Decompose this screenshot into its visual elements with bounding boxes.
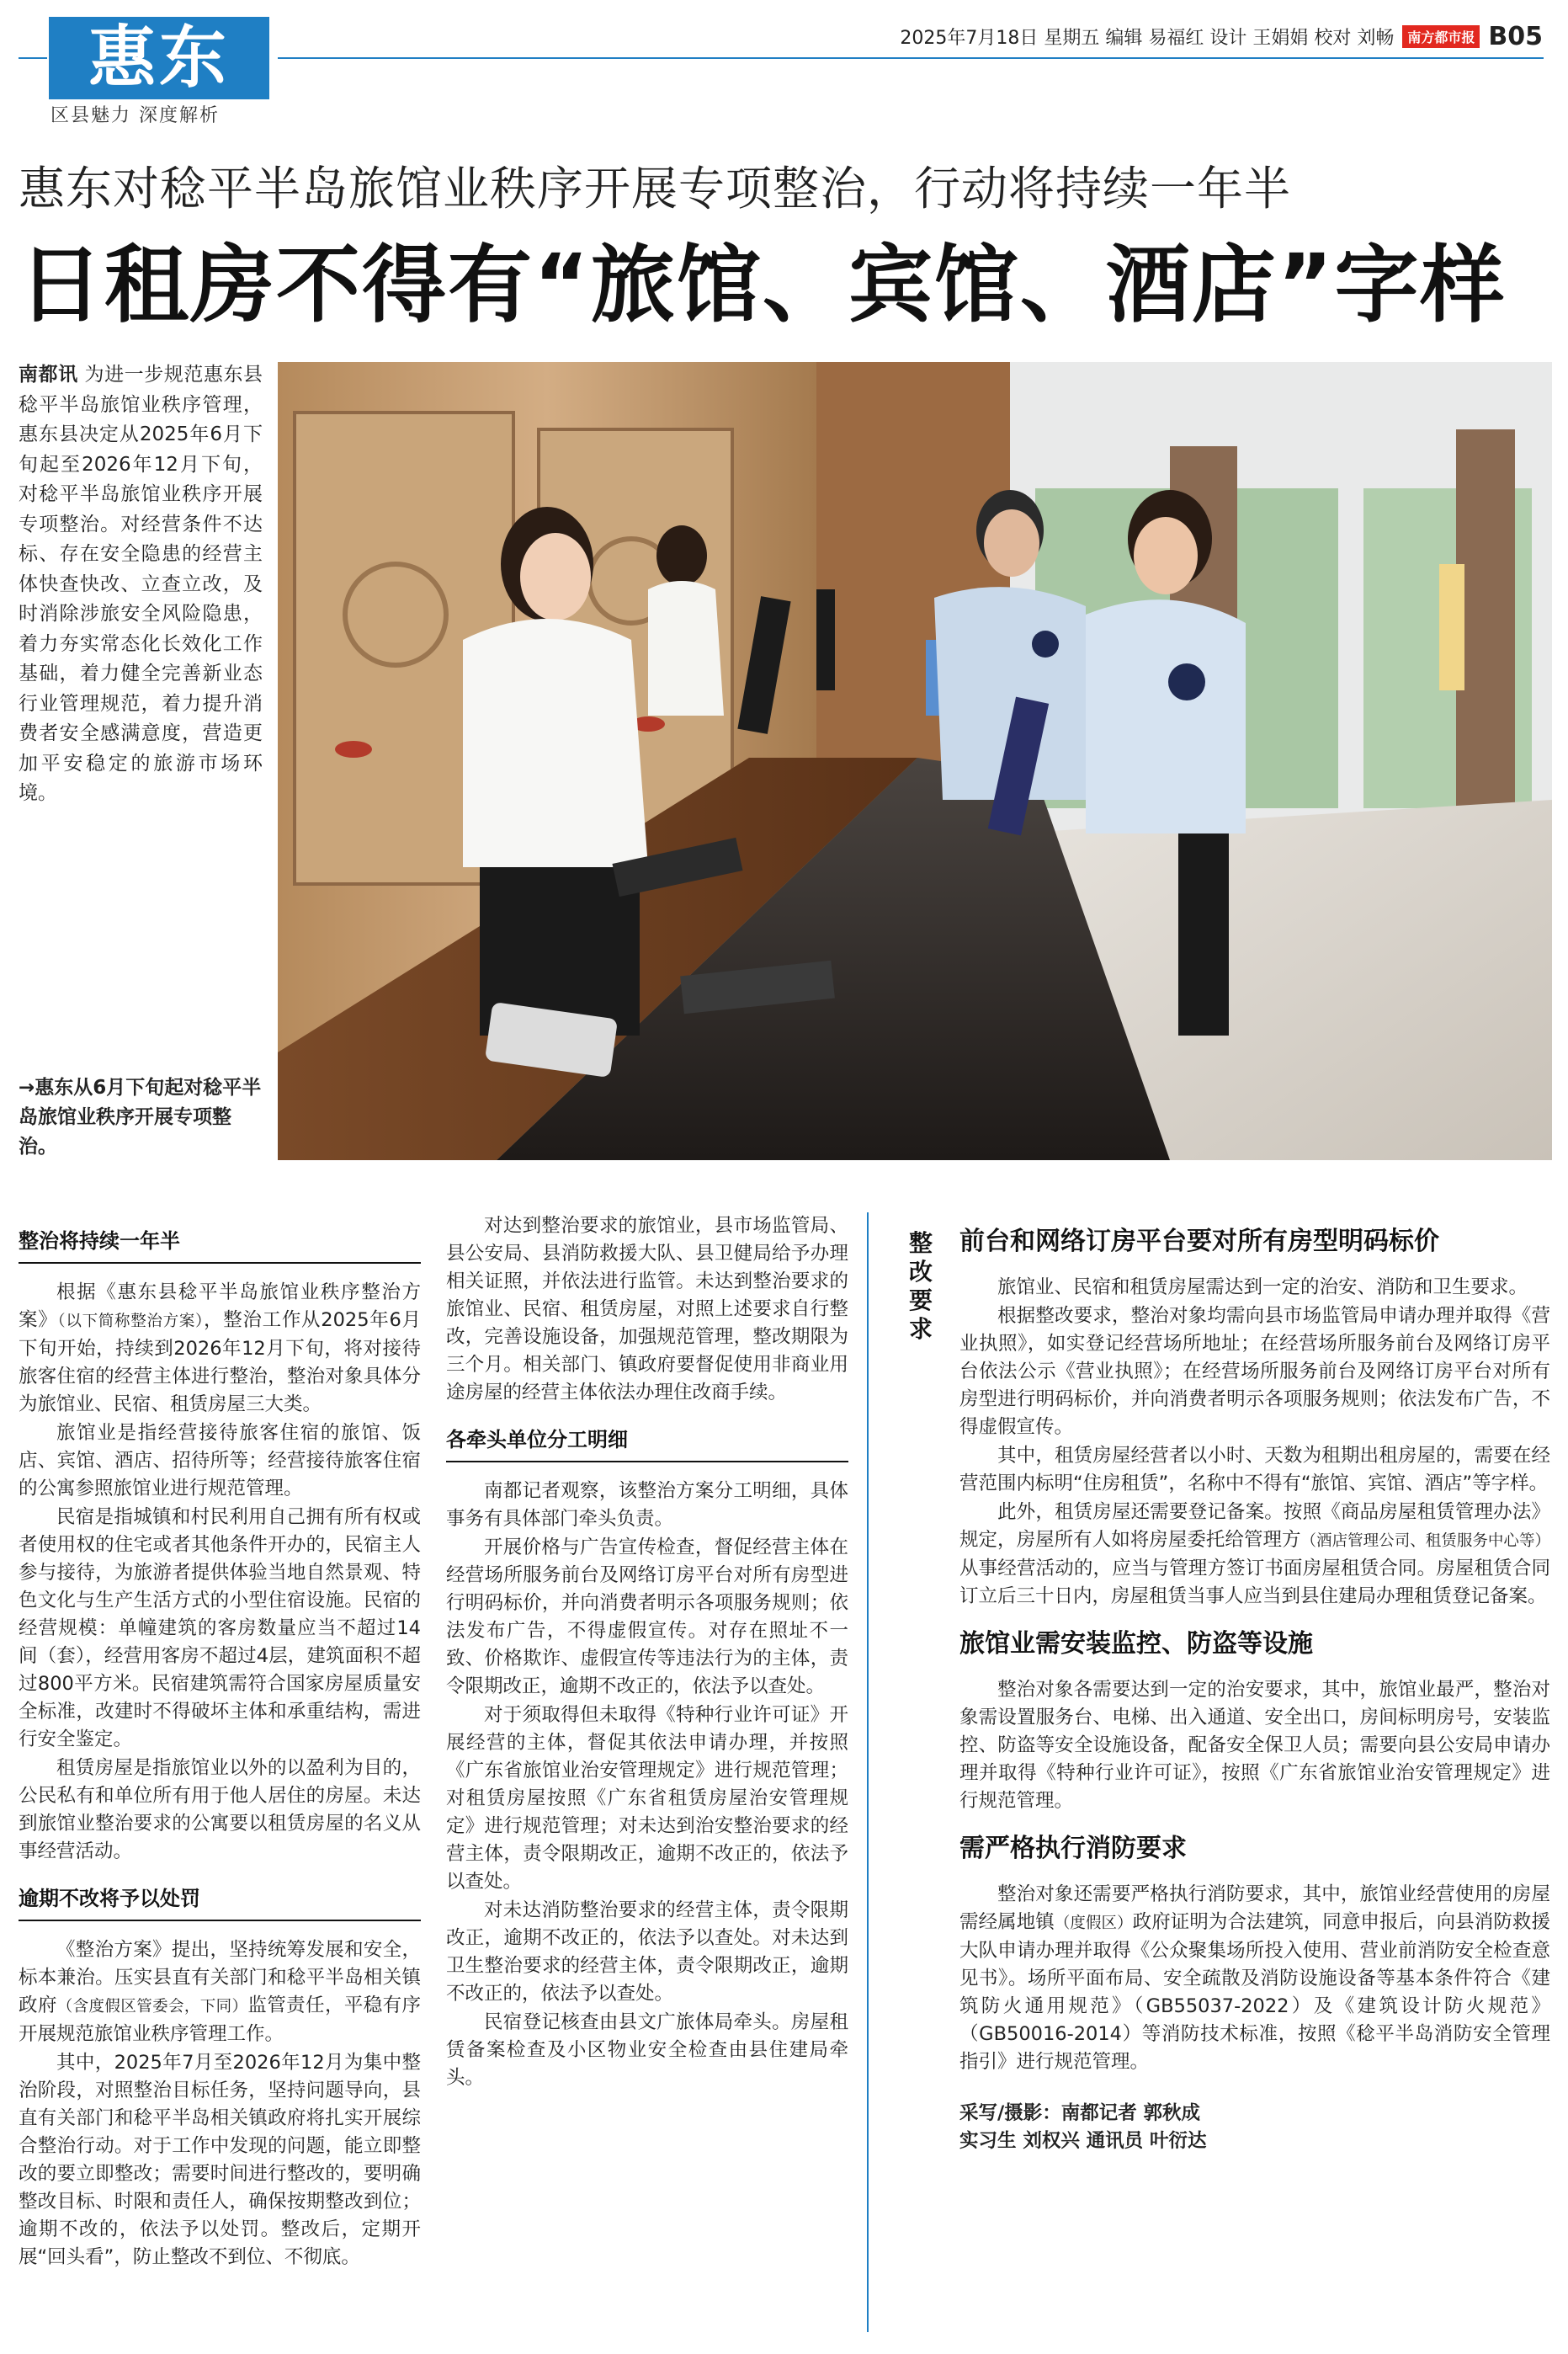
section-title-2: 逾期不改将予以处罚 (19, 1885, 421, 1921)
header-rule-left (19, 57, 47, 59)
paragraph: 开展价格与广告宣传检查，督促经营主体在经营场所服务前台及网络订房平台对所有房型进行明码标价，并向消费者明示各项服务规则；依法发布广告，不得虚假宣传。对存在照址不一致、价格欺诈、虚假宣传等违法行为的主体，责令限期改正，逾期不改正的，依法予以查处。 (446, 1536, 848, 1697)
newspaper-brand-logo: 南方都市报 (1402, 25, 1480, 48)
news-photo (278, 362, 1552, 1160)
byline-contributors: 实习生 刘权兴 通讯员 叶衍达 (959, 2130, 1207, 2152)
section-title-r1: 前台和网络订房平台要对所有房型明码标价 (959, 1227, 1439, 1256)
article-column-1 (19, 1228, 421, 2272)
article-column-2 (446, 1212, 848, 2093)
section-title-r2: 旅馆业需安装监控、防盗等设施 (959, 1629, 1313, 1659)
paragraph: 旅馆业、民宿和租赁房屋需达到一定的治安、消防和卫生要求。 (997, 1276, 1528, 1298)
lead-text: 为进一步规范惠东县稔平半岛旅馆业秩序管理，惠东县决定从2025年6月下旬起至2026年12月下旬，对稔平半岛旅馆业秩序开展专项整治。对经营条件不达标、存在安全隐患的经营主体快查快改、立查立改，及时消除涉旅安全风险隐患，着力夯实常态化长效化工作基础，着力健全完善新业态行业管理规范，着力提升消费者安全感满意度，营造更加平安稳定的旅游市场环境。 (19, 364, 263, 804)
masthead: 惠东 (49, 17, 269, 99)
paragraph-text: 整治对象还需要严格执行消防要求，其中，旅馆业经营使用的房屋需经属地镇 (959, 1883, 1550, 1933)
kicker-headline: 惠东对稔平半岛旅馆业秩序开展专项整治，行动将持续一年半 (19, 162, 1292, 216)
paragraph-text: 政府证明为合法建筑，同意申报后，向县消防救援大队申请办理并取得《公众聚集场所投入使用、营业前消防安全检查意见书》。场所平面布局、安全疏散及消防设施设备等基本条件符合《建筑防火通用规范》（GB55037-2022）及《建筑设计防火规范》（GB50016-2014）等消防技术标准，按照《稔平半岛消防安全管理指引》进行规范管理。 (959, 1911, 1550, 2073)
paragraph: 民宿是指城镇和村民利用自己拥有所有权或者使用权的住宅或者其他条件开办的，民宿主人参与接待，为旅游者提供体验当地自然景观、特色文化与生产生活方式的小型住宿设施。民宿的经营规模：单幢建筑的客房数量应当不超过14间（套），经营用客房不超过4层，建筑面积不超过800平方米。民宿建筑需符合国家房屋质量安全标准，改建时不得破坏主体和承重结构，需进行安全鉴定。 (19, 1506, 421, 1750)
paragraph: 民宿登记核查由县文广旅体局牵头。房屋租赁备案检查及小区物业安全检查由县住建局牵头。 (446, 2011, 848, 2089)
paragraph-note: （以下简称整治方案） (57, 1313, 205, 1330)
header-rule (278, 57, 1544, 59)
paragraph-text: ，整治工作从2025年6月下旬开始，持续到2026年12月下旬，将对接待旅客住宿的经营主体进行整治，整治对象具体分为旅馆业、民宿、租赁房屋三大类。 (19, 1309, 421, 1415)
folio-line (900, 21, 1543, 51)
paragraph-text: 从事经营活动的，应当与管理方签订书面房屋租赁合同。房屋租赁合同订立后三十日内，房屋租赁当事人应当到县住建局办理租赁登记备案。 (959, 1558, 1550, 1607)
paragraph (959, 1499, 1550, 1611)
paragraph (19, 1936, 421, 2048)
paragraph: 对于须取得但未取得《特种行业许可证》开展经营的主体，督促其依法申请办理，并按照《广东省旅馆业治安管理规定》进行规范管理；对租赁房屋按照《广东省租赁房屋治安管理规定》进行规范管理；对未达到治安整治要求的经营主体，责令限期改正，逾期不改正的，依法予以查处。 (446, 1704, 848, 1893)
paragraph-text: 此外，租赁房屋还需要登记备案。按照《商品房屋租赁管理办法》规定，房屋所有人如将房屋委托给管理方 (959, 1501, 1550, 1551)
paragraph-note: （度假区） (1054, 1915, 1133, 1932)
paragraph: 其中，2025年7月至2026年12月为集中整治阶段，对照整治目标任务，坚持问题导向，县直有关部门和稔平半岛相关镇政府将扎实开展综合整治行动。对于工作中发现的问题，能立即整改的要立即整改；需要时间进行整改的，要明确整改目标、时限和责任人，确保按期整改到位；逾期不改的，依法予以处罚。整改后，定期开展“回头看”，防止整改不到位、不彻底。 (19, 2052, 421, 2268)
byline (959, 2100, 1550, 2155)
paragraph: 租赁房屋是指旅馆业以外的以盈利为目的，公民私有和单位所有用于他人居住的房屋。未达到旅馆业整治要求的公寓要以租赁房屋的名义从事经营活动。 (19, 1757, 421, 1862)
paragraph: 南都记者观察，该整治方案分工明细，具体事务有具体部门牵头负责。 (446, 1480, 848, 1530)
paragraph: 旅馆业是指经营接待旅客住宿的旅馆、饭店、宾馆、酒店、招待所等；经营接待旅客住宿的公寓参照旅馆业进行规范管理。 (19, 1422, 421, 1499)
paragraph: 整治对象各需要达到一定的治安要求，其中，旅馆业最严，整治对象需设置服务台、电梯、出入通道、安全出口，房间标明房号，安装监控、防盗等安全设施设备，配备安全保卫人员；需要向县公安局申请办理并取得《特种行业许可证》，按照《广东省旅馆业治安管理规定》进行规范管理。 (959, 1679, 1550, 1812)
photo-caption: →惠东从6月下旬起对稔平半岛旅馆业秩序开展专项整治。 (19, 1077, 262, 1158)
news-source: 南都讯 (19, 364, 78, 386)
article-column-3 (959, 1228, 1550, 2155)
paragraph (959, 1881, 1550, 2076)
section-title-3: 各牵头单位分工明细 (446, 1426, 848, 1462)
paragraph-text: 《整治方案》提出，坚持统筹发展和安全，标本兼治。压实县直有关部门和稔平半岛相关镇政府 (19, 1939, 421, 2016)
section-title-r3: 需严格执行消防要求 (959, 1834, 1187, 1863)
paragraph-text: 根据《惠东县稔平半岛旅馆业秩序整治方案》 (19, 1281, 421, 1331)
paragraph: 对未达消防整治要求的经营主体，责令限期改正，逾期不改正的，依法予以查处。对未达到卫生整治要求的经营主体，责令限期改正，逾期不改正的，依法予以查处。 (446, 1899, 848, 2005)
paragraph-text: 监管责任，平稳有序开展规范旅馆业秩序管理工作。 (19, 1995, 421, 2045)
paragraph-note: （酒店管理公司、租赁服务中心等） (1300, 1532, 1550, 1550)
paragraph: 对达到整治要求的旅馆业，县市场监管局、县公安局、县消防救援大队、县卫健局给予办理相关证照，并依法进行监管。未达到整治要求的旅馆业、民宿、租赁房屋，对照上述要求自行整改，完善设施设备，加强规范管理，整改期限为三个月。相关部门、镇政府要督促使用非商业用途房屋的经营主体依法办理住改商手续。 (446, 1215, 848, 1403)
paragraph: 根据整改要求，整治对象均需向县市场监管局申请办理并取得《营业执照》，如实登记经营场所地址；在经营场所服务前台及网络订房平台依法公示《营业执照》；在经营场所服务前台及网络订房平台对所有房型进行明码标价，并向消费者明示各项服务规则；依法发布广告，不得虚假宣传。 (959, 1305, 1550, 1438)
hotel-front-desk-photo (278, 362, 1552, 1160)
main-headline: 日租房不得有“旅馆、宾馆、酒店”字样 (19, 236, 1507, 334)
folio-text: 2025年7月18日 星期五 编辑 易福红 设计 王娟娟 校对 刘畅 (900, 27, 1395, 49)
paragraph-note: （含度假区管委会，下同） (56, 1998, 248, 2016)
vertical-section-label: 整改要求 (908, 1229, 933, 1343)
lead-paragraph (19, 360, 263, 809)
masthead-tagline: 区县魅力 深度解析 (50, 105, 220, 126)
paragraph: 其中，租赁房屋经营者以小时、天数为租期出租房屋的，需要在经营范围内标明“住房租赁”，名称中不得有“旅馆、宾馆、酒店”等字样。 (959, 1445, 1550, 1494)
page-number: B05 (1488, 21, 1543, 51)
byline-reporter: 采写/摄影：南都记者 郭秋成 (959, 2102, 1201, 2124)
paragraph (19, 1279, 421, 1419)
column-divider (867, 1212, 869, 2332)
section-title-1: 整治将持续一年半 (19, 1228, 421, 1264)
